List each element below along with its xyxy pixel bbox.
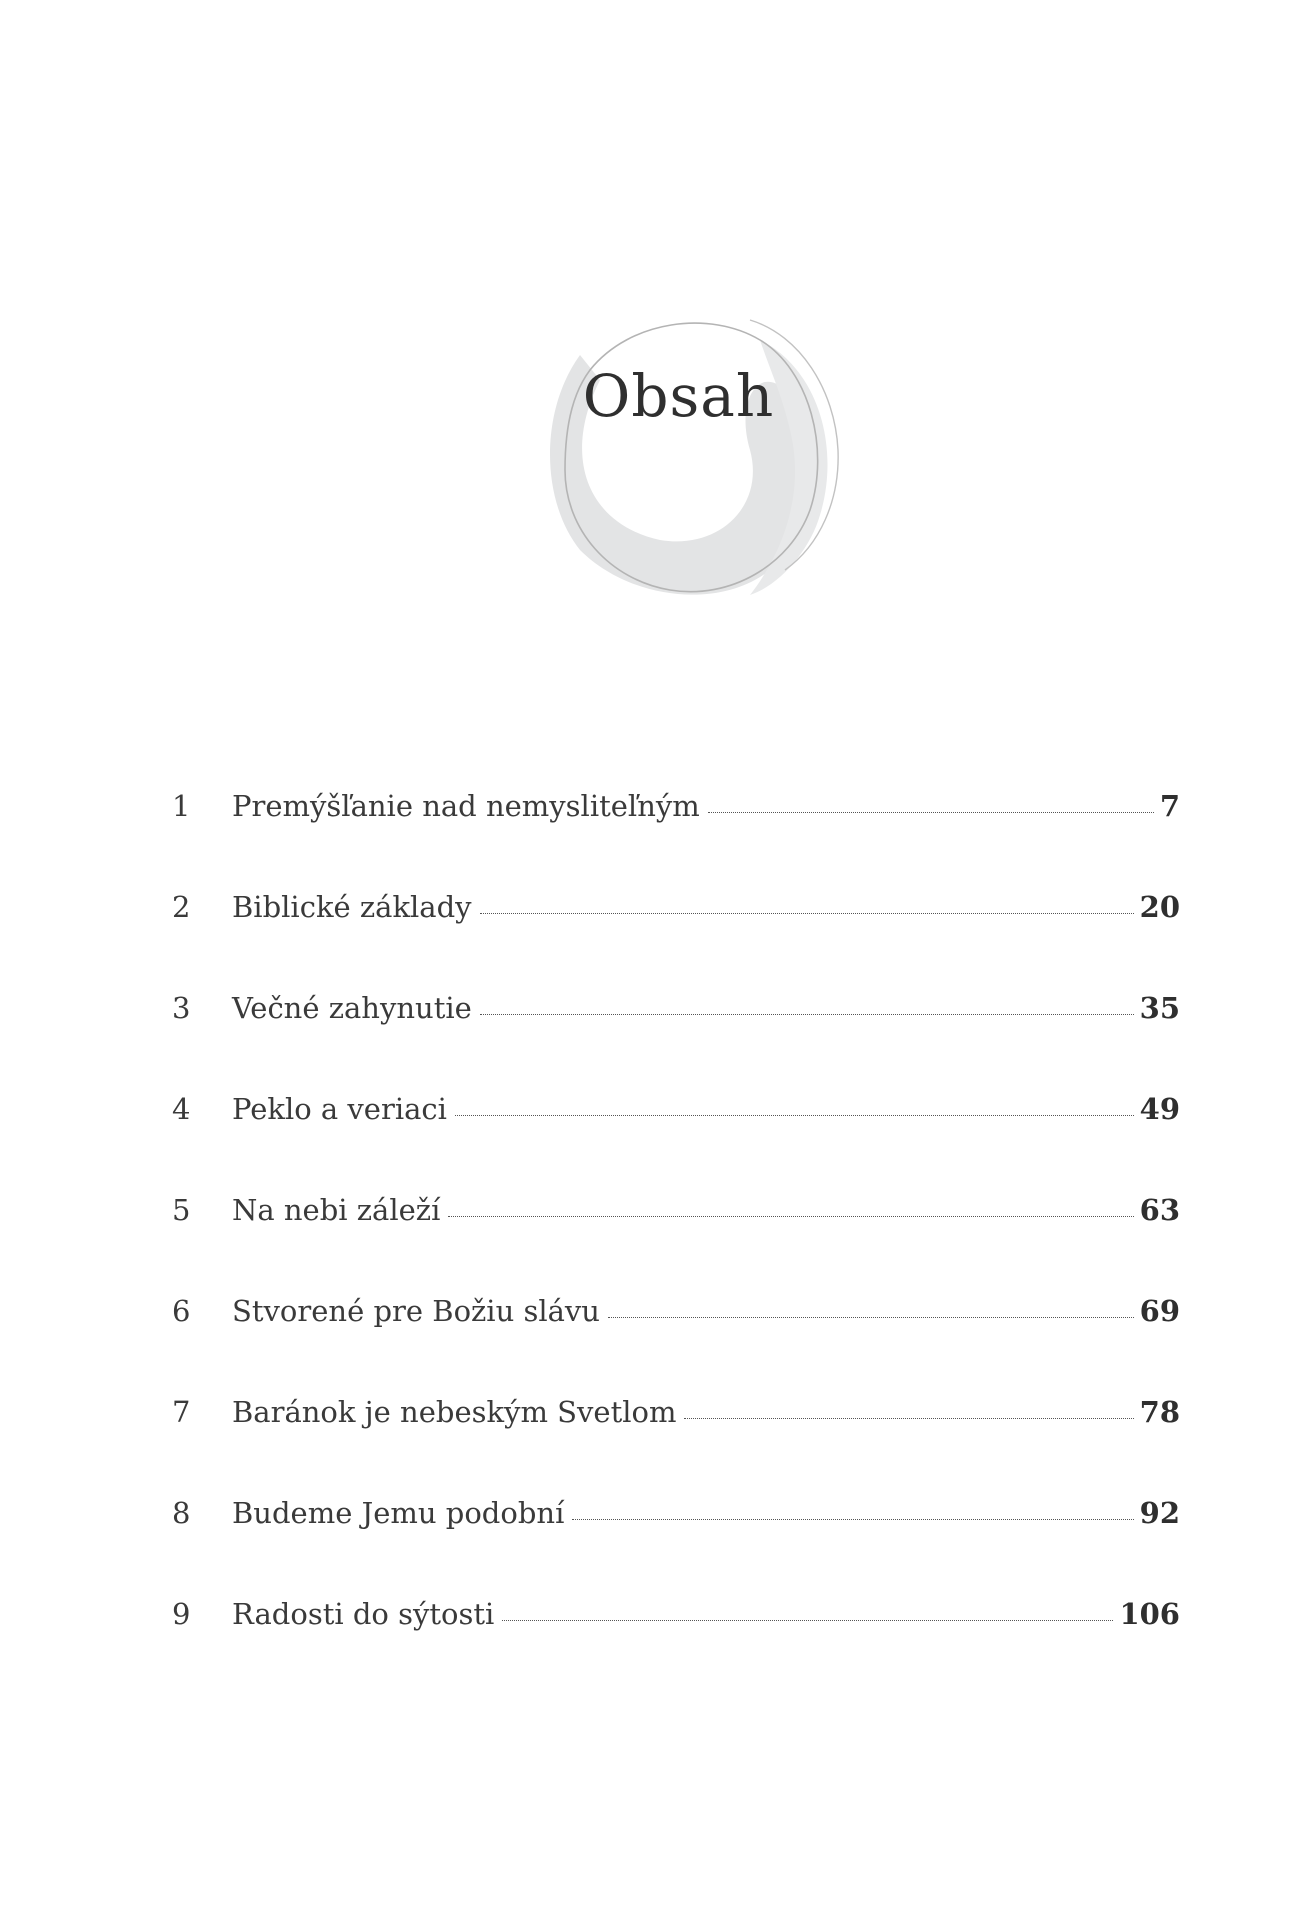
toc-dot-leader (708, 786, 1154, 813)
toc-entry-page: 78 (1139, 1395, 1180, 1429)
toc-dot-leader (502, 1594, 1113, 1621)
toc-entry[interactable] (172, 988, 1180, 1089)
toc-entry-page: 69 (1139, 1294, 1180, 1328)
toc-entry-page: 35 (1139, 991, 1180, 1025)
toc-entry[interactable] (172, 1392, 1180, 1493)
toc-entry-page: 20 (1139, 890, 1180, 924)
toc-dot-leader (448, 1190, 1133, 1217)
toc-entry-page: 92 (1139, 1496, 1180, 1530)
toc-entry-number: 3 (172, 991, 191, 1025)
toc-entry[interactable] (172, 1190, 1180, 1291)
toc-entry-title: Stvorené pre Božiu slávu (232, 1291, 606, 1331)
page-title: Obsah (582, 362, 775, 430)
toc-dot-leader (684, 1392, 1133, 1419)
toc-entry-page: 7 (1159, 789, 1180, 823)
toc-entry-title: Peklo a veriaci (232, 1089, 453, 1129)
toc-dot-leader (480, 988, 1134, 1015)
toc-dot-leader (608, 1291, 1134, 1318)
toc-dot-leader (455, 1089, 1134, 1116)
toc-entry-title: Biblické základy (232, 887, 478, 927)
toc-entry-title: Na nebi záleží (232, 1190, 446, 1230)
toc-entry-title: Budeme Jemu podobní (232, 1493, 570, 1533)
toc-entry-number: 6 (172, 1294, 191, 1328)
toc-entry-number: 4 (172, 1092, 191, 1126)
toc-entry[interactable] (172, 887, 1180, 988)
toc-dot-leader (480, 887, 1134, 914)
toc-entry[interactable] (172, 1594, 1180, 1695)
toc-entry-page: 63 (1139, 1193, 1180, 1227)
toc-entry[interactable] (172, 1089, 1180, 1190)
toc-entry[interactable] (172, 1291, 1180, 1392)
toc-entry-number: 8 (172, 1496, 191, 1530)
toc-dot-leader (572, 1493, 1133, 1520)
toc-entry-page: 49 (1139, 1092, 1180, 1126)
toc-entry-title: Baránok je nebeským Svetlom (232, 1392, 682, 1432)
toc-entry[interactable] (172, 1493, 1180, 1594)
toc-entry-number: 5 (172, 1193, 191, 1227)
toc-entry-title: Večné zahynutie (232, 988, 478, 1028)
toc-entry-number: 7 (172, 1395, 191, 1429)
toc-entry-title: Radosti do sýtosti (232, 1594, 500, 1634)
toc-entry-number: 1 (172, 789, 191, 823)
toc-entry[interactable] (172, 786, 1180, 887)
toc-entry-number: 9 (172, 1597, 191, 1631)
watercolor-circle-ornament-icon (520, 300, 850, 620)
toc-entry-number: 2 (172, 890, 191, 924)
table-of-contents (172, 786, 1180, 1695)
toc-entry-page: 106 (1119, 1597, 1180, 1631)
toc-entry-title: Premýšľanie nad nemysliteľným (232, 786, 706, 826)
